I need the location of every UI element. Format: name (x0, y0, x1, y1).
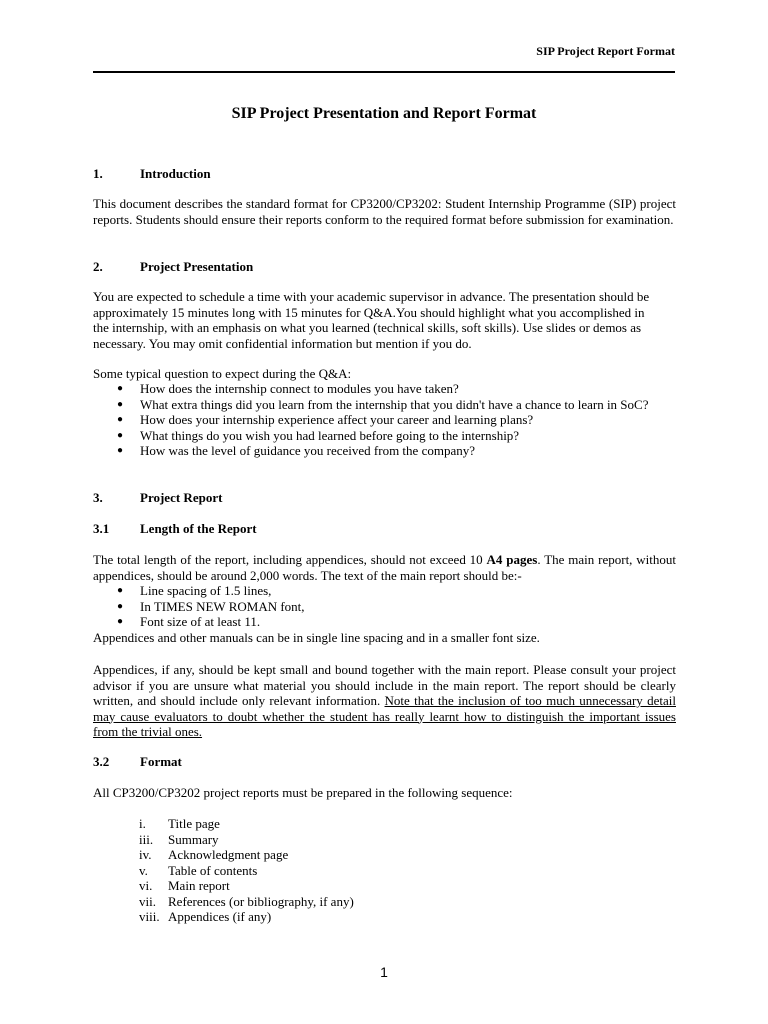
bullet-icon: ● (117, 616, 124, 627)
section-number: 1. (93, 166, 103, 181)
appendices-paragraph: Appendices, if any, should be kept small and bound together with the main report. Please consult your project advisor if you are unsure what material you should include in the main report. The report should be clearly written, and should include only relevant information. Note that the inclusion of too much unnecessary detail may cause evaluators to doubt whether the student has really learnt how to distinguish the important issues from the trivial ones. (93, 662, 676, 739)
section-number: 3.1 (93, 521, 110, 536)
bullet-icon: ● (117, 600, 124, 612)
bullet-icon: ● (117, 414, 124, 425)
presentation-paragraph: You are expected to schedule a time with your academic supervisor in advance. The presentation should be approximately 15 minutes long with 15 minutes for Q&A.You should highlight what you accomplished in the internship, with an emphasis on what you learned (technical skills, soft skills). Use slides or demos as necessary. You may omit confidential information but mention if you do. (93, 289, 650, 351)
section-number: 3.2 (93, 754, 110, 769)
list-item: i. Title page (139, 816, 220, 831)
list-item: ● In TIMES NEW ROMAN font, (117, 598, 305, 614)
list-item: ● How does your internship experience affect your career and learning plans? (117, 412, 534, 427)
length-paragraph: The total length of the report, including appendices, should not exceed 10 A4 pages. The main report, without appendices, should be around 2,000 words. The text of the main report should be:- (93, 552, 677, 583)
list-item: vii. References (or bibliography, if any) (139, 893, 354, 909)
report-sequence-list (139, 816, 639, 925)
bullet-icon: ● (117, 398, 124, 410)
list-item: v. Table of contents (139, 862, 258, 878)
appendices-spacing-note: Appendices and other manuals can be in single line spacing and in a smaller font size. (93, 630, 540, 645)
running-header: SIP Project Report Format (536, 44, 675, 58)
bullet-icon: ● (117, 585, 124, 596)
intro-paragraph: This document describes the standard format for CP3200/CP3202: Student Internship Programme (SIP) project reports. Students should ensure their reports conform to the required format before submission for examination. (93, 196, 676, 227)
list-item: ● Line spacing of 1.5 lines, (117, 583, 272, 598)
list-item: ● How does the internship connect to modules you have taken? (117, 381, 459, 396)
section-number: 3. (93, 490, 103, 505)
header-rule (93, 71, 675, 73)
qa-question-list (93, 381, 653, 459)
underlined-warning: Note that the inclusion of too much unnecessary detail may cause evaluators to doubt whether the student has really learnt how to distinguish the important issues from the trivial ones. (93, 693, 676, 739)
section-title: Project Report (140, 490, 223, 505)
section-number: 2. (93, 259, 103, 274)
list-item: vi. Main report (139, 878, 230, 893)
list-item: ● What things do you wish you had learned before going to the internship? (117, 427, 520, 443)
list-item: ● Font size of at least 11. (117, 614, 261, 629)
document-title: SIP Project Presentation and Report Format (231, 105, 537, 122)
bullet-icon: ● (117, 429, 124, 441)
bullet-icon: ● (117, 445, 124, 456)
list-item: iii. Summary (139, 831, 219, 847)
list-item: viii. Appendices (if any) (139, 909, 272, 924)
format-paragraph: All CP3200/CP3202 project reports must be prepared in the following sequence: (93, 785, 513, 800)
page-limit-emphasis: A4 pages (486, 552, 538, 567)
bullet-icon: ● (117, 383, 124, 394)
page-number: 1 (380, 964, 388, 980)
list-item: iv. Acknowledgment page (139, 847, 289, 862)
format-requirements-list (93, 583, 676, 630)
section-title: Project Presentation (140, 259, 254, 274)
section-title: Format (140, 754, 182, 769)
section-title: Length of the Report (140, 521, 257, 536)
qa-intro: Some typical question to expect during the Q&A: (93, 366, 352, 381)
list-item: ● What extra things did you learn from the internship that you didn't have a chance to learn in SoC? (117, 396, 649, 412)
section-title: Introduction (140, 166, 211, 181)
list-item: ● How was the level of guidance you received from the company? (117, 443, 475, 458)
